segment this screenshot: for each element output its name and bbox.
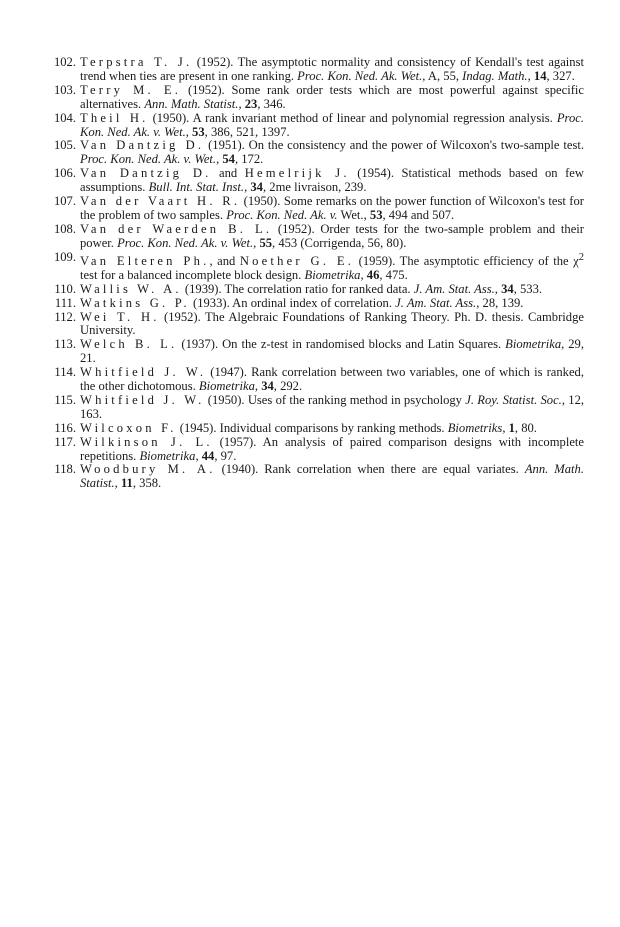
reference-item-102: 102. Terpstra T. J. (1952). The asymptotic normality and consistency of Kendall's test against trend when ties are present in one ranking. Proc. Kon. Ned. Ak. Wet., A, 55, Indag. Math., 14, 327. <box>46 56 584 84</box>
reference-item-116: 116. Wilcoxon F. (1945). Individual comparisons by ranking methods. Biometriks, 1, 80. <box>46 422 584 436</box>
reference-item-114: 114. Whitfield J. W. (1947). Rank correlation between two variables, one of which is ranked, the other dichotomous. Biometrika, 34, 292. <box>46 366 584 394</box>
reference-volume: 55 <box>259 235 273 250</box>
reference-author: Van der Waerden B. L. <box>80 221 273 236</box>
reference-item-103: 103. Terry M. E. (1952). Some rank order tests which are most powerful against specific alternatives. Ann. Math. Statist., 23, 346. <box>46 84 584 112</box>
reference-number: 107. <box>53 194 76 209</box>
reference-volume: 34 <box>501 281 514 296</box>
reference-author: Theil H. <box>80 110 149 125</box>
reference-journal: Ann. Math. Statist. <box>80 462 584 491</box>
reference-item-115: 115. Whitfield J. W. (1950). Uses of the ranking method in psychology J. Roy. Statist. Soc., 12, 163. <box>46 394 584 422</box>
reference-volume: 1 <box>508 420 515 435</box>
reference-journal: Proc. Kon. Ned. Ak. v. Wet. <box>80 152 217 167</box>
reference-number: 113. <box>54 337 76 352</box>
reference-number: 117. <box>54 434 76 449</box>
reference-number: 118. <box>54 462 76 477</box>
reference-journal: Biometrika <box>198 379 255 394</box>
reference-volume: 53 <box>192 124 205 139</box>
superscript: 2 <box>578 251 584 263</box>
reference-item-118: 118. Woodbury M. A. (1940). Rank correlation when there are equal variates. Ann. Math. Statist., 11, 358. <box>46 463 584 491</box>
reference-volume: 46 <box>366 267 380 282</box>
reference-volume: 34 <box>250 180 263 195</box>
reference-author: Terry M. E. <box>80 82 182 97</box>
reference-journal: Biometrika <box>505 337 562 352</box>
reference-item-110: 110. Wallis W. A. (1939). The correlation ratio for ranked data. J. Am. Stat. Ass., 34, 533. <box>46 283 584 297</box>
reference-volume: 11 <box>120 476 133 491</box>
reference-number: 104. <box>53 110 76 125</box>
reference-item-105: 105. Van Dantzig D. (1951). On the consistency and the power of Wilcoxon's two-sample test. Proc. Kon. Ned. Ak. v. Wet., 54, 172. <box>46 139 584 167</box>
reference-number: 105. <box>53 138 76 153</box>
reference-journal: Biometriks <box>447 420 503 435</box>
reference-author: Wei T. H. <box>80 309 160 324</box>
reference-number: 115. <box>54 392 76 407</box>
reference-journal: Proc. Kon. Ned. Ak. v. <box>226 207 338 222</box>
reference-number: 112. <box>54 309 76 324</box>
reference-author: Van Dantzig D. <box>80 138 205 153</box>
reference-journal: Biometrika <box>139 448 196 463</box>
reference-journal: Proc. Kon. Ned. Ak. v. Wet. <box>117 235 254 250</box>
reference-volume: 44 <box>201 448 215 463</box>
reference-number: 106. <box>53 166 76 181</box>
reference-author: Whitfield J. W. <box>80 392 205 407</box>
reference-author: Van der Vaart H. R. <box>80 194 241 209</box>
reference-item-113: 113. Welch B. L. (1937). On the z-test in randomised blocks and Latin Squares. Biometrika, 29, 21. <box>46 338 584 366</box>
reference-author: Hemelrijk J. <box>244 166 350 181</box>
reference-item-106: 106. Van Dantzig D. and Hemelrijk J. (1954). Statistical methods based on few assumptions. Bull. Int. Stat. Inst., 34, 2me livraison, 239. <box>46 167 584 195</box>
reference-author: Wilcoxon F. <box>80 420 177 435</box>
reference-author: Wallis W. A. <box>80 281 182 296</box>
reference-author: Van Dantzig D. <box>80 166 212 181</box>
reference-number: 114. <box>54 365 76 380</box>
reference-number: 116. <box>54 420 76 435</box>
reference-item-108: 108. Van der Waerden B. L. (1952). Order tests for the two-sample problem and their power. Proc. Kon. Ned. Ak. v. Wet., 55, 453 (Corrigenda, 56, 80). <box>46 223 584 251</box>
reference-journal: Indag. Math. <box>462 68 528 83</box>
reference-author: Woodbury M. A. <box>80 462 216 477</box>
reference-journal: J. Roy. Statist. Soc. <box>465 392 562 407</box>
reference-volume: 34 <box>261 379 274 394</box>
reference-author: Van Elteren Ph. <box>80 253 210 268</box>
reference-journal: J. Am. Stat. Ass. <box>395 295 477 310</box>
reference-author: Noether G. E. <box>239 253 355 268</box>
reference-journal: J. Am. Stat. Ass. <box>413 281 495 296</box>
reference-volume: 23 <box>244 96 258 111</box>
reference-journal: Bull. Int. Stat. Inst. <box>148 180 245 195</box>
reference-volume: 14 <box>533 68 547 83</box>
reference-item-104: 104. Theil H. (1950). A rank invariant method of linear and polynomial regression analysis. Proc. Kon. Ned. Ak. v. Wet., 53, 386, 521, 1397. <box>46 112 584 140</box>
reference-number: 102. <box>53 55 76 69</box>
reference-author: Whitfield J. W. <box>80 365 207 380</box>
reference-author: Welch B. L. <box>80 337 178 352</box>
reference-list <box>46 56 584 491</box>
reference-journal: Ann. Math. Statist. <box>144 96 239 111</box>
reference-item-112: 112. Wei T. H. (1952). The Algebraic Foundations of Ranking Theory. Ph. D. thesis. Cambridge University. <box>46 311 584 339</box>
reference-volume: 54 <box>222 152 235 167</box>
reference-author: Wilkinson J. L. <box>80 434 213 449</box>
reference-journal: Proc. Kon. Ned. Ak. v. Wet. <box>80 110 585 139</box>
reference-author: Terpstra T. J. <box>80 55 193 69</box>
reference-number: 111. <box>54 295 76 310</box>
reference-number: 108. <box>53 221 76 236</box>
reference-number: 109. <box>53 249 76 264</box>
reference-item-107: 107. Van der Vaart H. R. (1950). Some remarks on the power function of Wilcoxon's test for the problem of two samples. Proc. Kon. Ned. Ak. v. Wet., 53, 494 and 507. <box>46 195 584 223</box>
reference-number: 110. <box>54 281 76 296</box>
reference-item-109: 109. Van Elteren Ph., and Noether G. E. (1959). The asymptotic efficiency of the $\chi^2$ test for a balanced incomplete block design. Biometrika, 46, 475. <box>46 251 584 283</box>
reference-author: Watkins G. P. <box>80 295 190 310</box>
reference-item-117: 117. Wilkinson J. L. (1957). An analysis of paired comparison designs with incomplete repetitions. Biometrika, 44, 97. <box>46 436 584 464</box>
reference-volume: 53 <box>369 207 383 222</box>
reference-number: 103. <box>53 82 76 97</box>
reference-journal: Biometrika <box>304 267 361 282</box>
reference-journal: Proc. Kon. Ned. Ak. Wet. <box>297 68 423 83</box>
reference-item-111: 111. Watkins G. P. (1933). An ordinal index of correlation. J. Am. Stat. Ass., 28, 139. <box>46 297 584 311</box>
